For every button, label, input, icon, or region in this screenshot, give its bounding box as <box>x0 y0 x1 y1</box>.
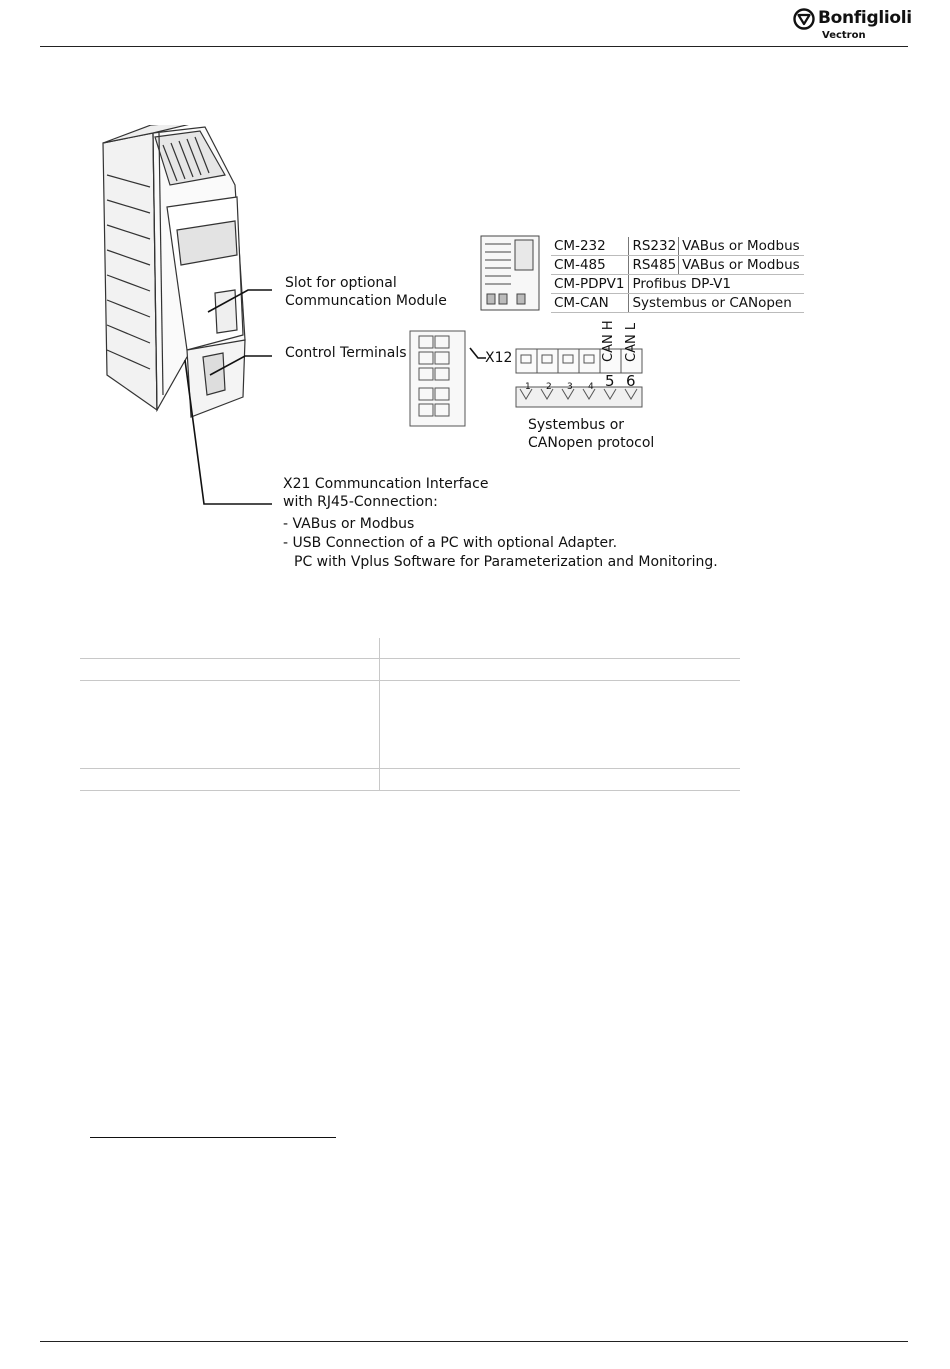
slot-callout-line1: Slot for optional <box>285 275 397 291</box>
footer-rule <box>40 1341 908 1342</box>
table-line <box>80 790 740 791</box>
table-line <box>80 658 740 659</box>
can-l-label: CAN L <box>624 322 639 362</box>
x21-callout-line2: with RJ45-Connection: <box>283 494 438 510</box>
module-interface: RS485 <box>629 256 679 275</box>
x21-callout-line1: X21 Communcation Interface <box>283 476 489 492</box>
slot-callout-line2: Communcation Module <box>285 293 447 309</box>
x21-bullet2: - USB Connection of a PC with optional Adapter. <box>283 535 618 551</box>
module-name: CM-CAN <box>551 294 629 313</box>
pin-label: 4 <box>588 382 594 392</box>
brand-sub: Vectron <box>822 30 866 41</box>
footnote-separator <box>90 1137 336 1138</box>
pin-label: 3 <box>567 382 573 392</box>
table-line <box>80 768 740 769</box>
table-line <box>80 680 740 681</box>
module-name: CM-232 <box>551 237 629 256</box>
x21-bullet1: - VABus or Modbus <box>283 516 415 532</box>
pin6-label: 6 <box>626 372 636 390</box>
protocol-line1: Systembus or <box>528 417 625 433</box>
pin-label: 2 <box>546 382 552 392</box>
module-interface: Systembus or CANopen <box>629 294 804 313</box>
module-name: CM-PDPV1 <box>551 275 629 294</box>
protocol-line2: CANopen protocol <box>528 435 655 451</box>
module-protocol: VABus or Modbus <box>679 256 804 275</box>
module-protocol: VABus or Modbus <box>679 237 804 256</box>
can-h-label: CAN H <box>601 320 616 362</box>
x21-bullet3: PC with Vplus Software for Parameterization and Monitoring. <box>294 554 718 570</box>
pin-label: 1 <box>525 382 531 392</box>
control-terminals-callout: Control Terminals <box>285 345 407 361</box>
module-interface: Profibus DP-V1 <box>629 275 804 294</box>
pin5-label: 5 <box>605 372 615 390</box>
brand-name: Bonfiglioli <box>818 8 912 28</box>
module-name: CM-485 <box>551 256 629 275</box>
x12-label: X12 <box>485 350 513 366</box>
module-interface: RS232 <box>629 237 679 256</box>
